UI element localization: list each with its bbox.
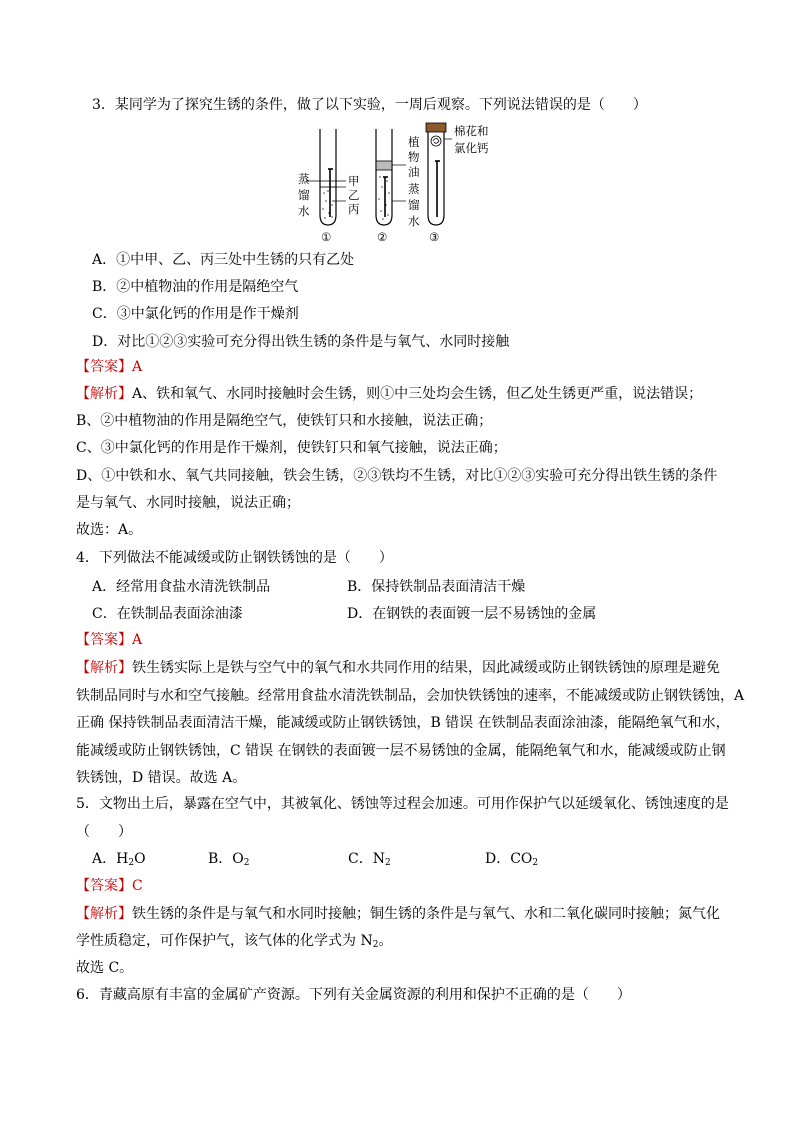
q3-analysis-6: 故选：A。: [76, 522, 143, 538]
q4-analysis-4: 能减缓或防止钢铁锈蚀，C 错误 在钢铁的表面镀一层不易锈蚀的金属，能隔绝氧气和水，能减缓或防止钢: [76, 743, 726, 759]
tube2-water-3: 水: [408, 214, 420, 228]
q3-analysis-1: [76, 384, 702, 404]
q3-analysis-4: D、①中铁和水、氧气共同接触，铁会生锈，②③铁均不生锈，对比①②③实验可充分得出铁生锈的条件: [76, 468, 718, 484]
tube1-mark-bing: 丙: [348, 202, 360, 216]
q5-option-c: C．$N_2$: [348, 851, 391, 868]
q3-stem: 3．某同学为了探究生锈的条件，做了以下实验，一周后观察。下列说法错误的是（ ）: [92, 97, 647, 113]
q5-analysis-text: 铁生锈的条件是与氧气和水同时接触；铜生锈的条件是与氧气、水和二氧化碳同时接触；氮气化: [132, 906, 720, 922]
tube3-label-1: 棉花和: [454, 124, 489, 138]
tube1-side-3: 水: [298, 204, 310, 218]
analysis-body: 铁生锈实际上是铁与空气中的氧气和水共同作用的结果，因此减缓或防止钢铁锈蚀的原理是避免: [132, 660, 720, 676]
tube3-number: ③: [429, 230, 440, 244]
q4-option-b: B．保持铁制品表面清洁干燥: [347, 579, 526, 595]
q3-analysis-5: 是与氧气、水同时接触，说法正确；: [76, 495, 300, 511]
q3-analysis-3: C、③中氯化钙的作用是作干燥剂，使铁钉只和氧气接触，说法正确；: [76, 440, 507, 456]
q3-option-c: C．③中氯化钙的作用是作干燥剂: [92, 306, 299, 322]
q6-stem: 6．青藏高原有丰富的金属矿产资源。下列有关金属资源的利用和保护不正确的是（ ）: [76, 987, 631, 1003]
q5-option-d: D．$CO_2$: [485, 851, 539, 868]
q5-analysis-2: 学性质稳定，可作保护气，该气体的化学式为 $N_2$。: [76, 933, 393, 950]
q4-analysis-1: [76, 658, 720, 678]
q5-option-b: B．$O_2$: [208, 851, 250, 868]
analysis-body: A、铁和氧气、水同时接触时会生锈，则①中三处均会生锈，但乙处生锈更严重，说法错误；: [132, 386, 703, 402]
q4-analysis-5: 铁锈蚀，D 错误。故选 A。: [76, 770, 247, 786]
q5-stem-2: （ ）: [76, 824, 132, 840]
q3-answer: 【答案】A: [76, 359, 143, 375]
q3-option-b: B．②中植物油的作用是隔绝空气: [92, 279, 299, 295]
tube1-number: ①: [321, 230, 332, 244]
q4-option-c: C．在铁制品表面涂油漆: [92, 606, 243, 622]
q4-option-d: D．在钢铁的表面镀一层不易锈蚀的金属: [347, 606, 597, 622]
q5-analysis-3: 故选 C。: [76, 960, 134, 976]
tube3-label-2: 氯化钙: [454, 141, 489, 155]
tube1-side-2: 馏: [298, 188, 310, 202]
tube1-mark-jia: 甲: [348, 174, 360, 188]
q3-option-d: D．对比①②③实验可充分得出铁生锈的条件是与氧气、水同时接触: [92, 334, 510, 350]
rust-experiment-figure: [292, 121, 512, 245]
analysis-prefix: 【解析】: [76, 660, 132, 676]
q5-analysis-prefix: 【解析】: [76, 906, 132, 922]
q5-stem-1: 5．文物出土后，暴露在空气中，其被氧化、锈蚀等过程会加速。可用作保护气以延缓氧化、锈蚀速度的是: [76, 796, 729, 812]
test-tube-3: [426, 123, 452, 225]
tube2-water-1: 蒸: [408, 182, 420, 196]
tube1-side-1: 蒸: [298, 172, 310, 186]
tube2-oil-1: 植: [408, 135, 420, 149]
q4-analysis-3: 正确 保持铁制品表面清洁干燥，能减缓或防止钢铁锈蚀，B 错误 在铁制品表面涂油漆，能隔绝氧气和水，: [76, 715, 730, 731]
test-tube-2: [376, 129, 406, 225]
tube2-water-2: 馏: [408, 198, 420, 212]
q4-stem: 4．下列做法不能减缓或防止钢铁锈蚀的是（ ）: [76, 550, 393, 566]
q4-answer: 【答案】A: [76, 632, 143, 648]
q4-option-a: A．经常用食盐水清洗铁制品: [92, 579, 271, 595]
test-tube-1: [306, 129, 346, 225]
q5-analysis-1: [76, 904, 720, 924]
q5-answer: 【答案】C: [76, 878, 143, 894]
q3-analysis-2: B、②中植物油的作用是隔绝空气，使铁钉只和水接触，说法正确；: [76, 413, 493, 429]
q5-option-a: A．$H_2O$: [92, 851, 146, 868]
tube2-number: ②: [377, 230, 388, 244]
q3-option-a: A．①中甲、乙、丙三处中生锈的只有乙处: [92, 252, 355, 268]
tube2-oil-3: 油: [408, 165, 420, 179]
q4-analysis-2: 铁制品同时与水和空气接触。经常用食盐水清洗铁制品，会加快铁锈蚀的速率，不能减缓或防止钢铁锈蚀，A: [76, 688, 745, 704]
tube1-mark-yi: 乙: [348, 188, 360, 202]
tube2-oil-2: 物: [408, 150, 420, 164]
analysis-prefix: 【解析】: [76, 386, 132, 402]
